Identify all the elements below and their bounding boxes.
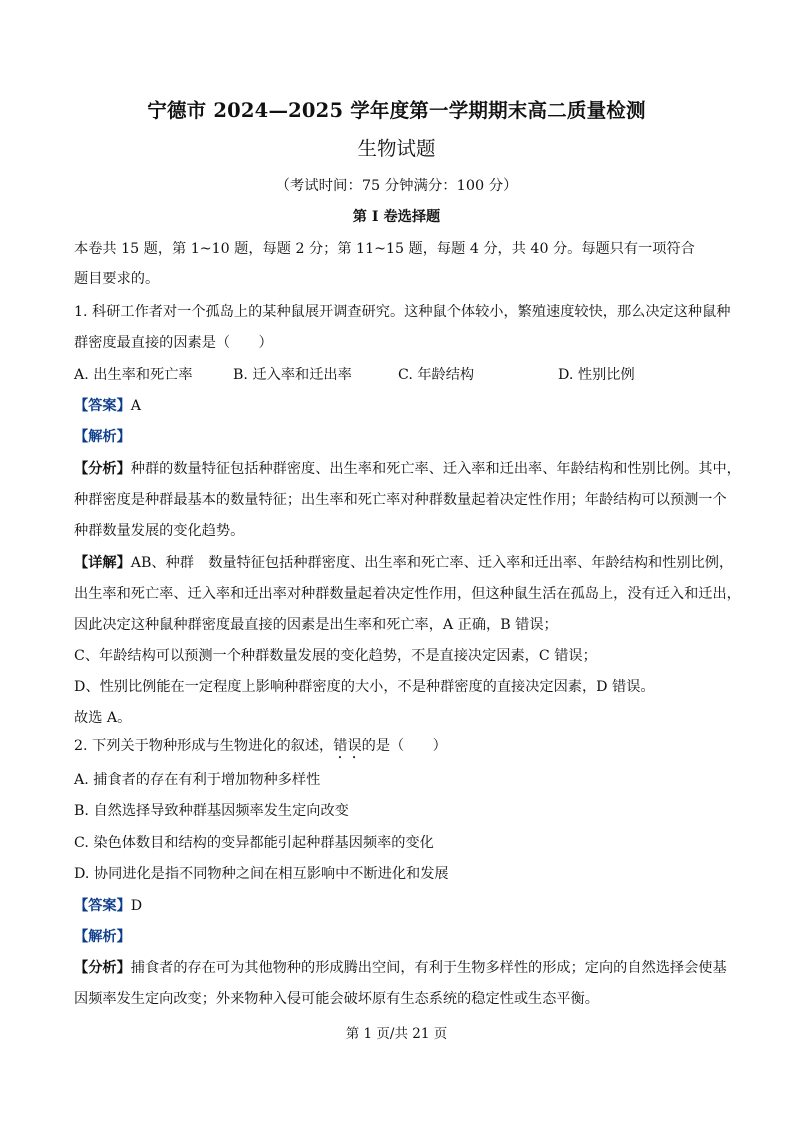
q1-xiangjie-line-5: D、性别比例能在一定程度上影响种群密度的大小，不是种群密度的直接决定因素，D 错误。	[74, 679, 655, 695]
q2-option-b: B. 自然选择导致种群基因频率发生定向改变	[74, 803, 349, 819]
q2-fenxi-line-1	[74, 959, 727, 977]
q2-stem-post: 的是（ ）	[361, 738, 447, 754]
q2-fenxi-line-2: 因频率发生定向改变；外来物种入侵可能会破坏原有生态系统的稳定性或生态平衡。	[74, 991, 599, 1007]
q1-xiangjie-line-3: 因此决定这种鼠种群密度最直接的因素是出生率和死亡率，A 正确，B 错误；	[74, 617, 558, 633]
instructions-line-1: 本卷共 15 题，第 1~10 题，每题 2 分；第 11~15 题，每题 4 分，共 40 分。每题只有一项符合	[74, 241, 695, 257]
xiangjie-text: AB、种群 数量特征包括种群密度、出生率和死亡率、迁入率和迁出率、年龄结构和性别比例，	[130, 555, 734, 571]
q1-xiangjie-line-4: C、年龄结构可以预测一个种群数量发展的变化趋势，不是直接决定因素，C 错误；	[74, 648, 597, 664]
page-subtitle: 生物试题	[357, 137, 436, 160]
page-footer: 第 1 页/共 21 页	[345, 1026, 448, 1042]
q1-fenxi-line-1	[74, 460, 741, 478]
answer-tag: 【答案】	[74, 898, 131, 914]
q1-fenxi-line-2: 种群密度是种群最基本的数量特征；出生率和死亡率对种群数量起着决定性作用；年龄结构可以预测一个	[74, 492, 727, 508]
q1-option-a: A. 出生率和死亡率	[74, 367, 193, 383]
q1-option-c: C. 年龄结构	[398, 367, 475, 383]
answer-value: D	[130, 898, 143, 914]
q1-xiangjie-line-1	[74, 554, 733, 572]
q2-option-c: C. 染色体数目和结构的变异都能引起种群基因频率的变化	[74, 835, 434, 851]
q1-stem-line-2: 群密度最直接的因素是（ ）	[74, 335, 273, 351]
xiangjie-tag: 【详解】	[74, 555, 131, 571]
fenxi-text: 种群的数量特征包括种群密度、出生率和死亡率、迁入率和迁出率、年龄结构和性别比例。其中，	[130, 461, 741, 477]
q2-answer	[74, 897, 142, 915]
q1-answer	[74, 397, 141, 415]
answer-tag: 【答案】	[74, 398, 131, 414]
q1-stem-line-1: 1. 科研工作者对一个孤岛上的某种鼠展开调查研究。这种鼠个体较小，繁殖速度较快，那么决定这种鼠种	[74, 304, 731, 320]
fenxi-tag: 【分析】	[74, 960, 131, 976]
q2-option-a: A. 捕食者的存在有利于增加物种多样性	[74, 772, 321, 788]
q2-analysis-tag	[74, 928, 131, 946]
fenxi-tag: 【分析】	[74, 461, 131, 477]
q2-stem	[74, 737, 447, 762]
answer-value: A	[130, 398, 142, 414]
q2-stem-pre: 2. 下列关于物种形成与生物进化的叙述，	[74, 738, 334, 754]
q1-conclusion: 故选 A。	[74, 710, 132, 726]
q1-option-b: B. 迁入率和迁出率	[233, 367, 352, 383]
analysis-tag: 【解析】	[74, 429, 131, 445]
q1-option-d: D. 性别比例	[558, 367, 635, 383]
fenxi-text: 捕食者的存在可为其他物种的形成腾出空间，有利于生物多样性的形成；定向的自然选择会使基	[130, 960, 727, 976]
section-heading: 第 I 卷选择题	[352, 209, 441, 225]
q1-fenxi-line-3: 种群数量发展的变化趋势。	[74, 523, 245, 539]
exam-info: （考试时间：75 分钟满分：100 分）	[275, 178, 518, 194]
analysis-tag: 【解析】	[74, 929, 131, 945]
instructions-line-2: 题目要求的。	[74, 271, 160, 287]
q2-option-d: D. 协同进化是指不同物种之间在相互影响中不断进化和发展	[74, 866, 449, 882]
q2-stem-emphasis: 错误	[333, 738, 362, 754]
q1-analysis-tag	[74, 428, 131, 446]
page-title: 宁德市 2024—2025 学年度第一学期期末高二质量检测	[147, 99, 646, 122]
q1-xiangjie-line-2: 出生率和死亡率、迁入率和迁出率对种群数量起着决定性作用，但这种鼠生活在孤岛上，没有迁入和迁出，	[74, 586, 741, 602]
